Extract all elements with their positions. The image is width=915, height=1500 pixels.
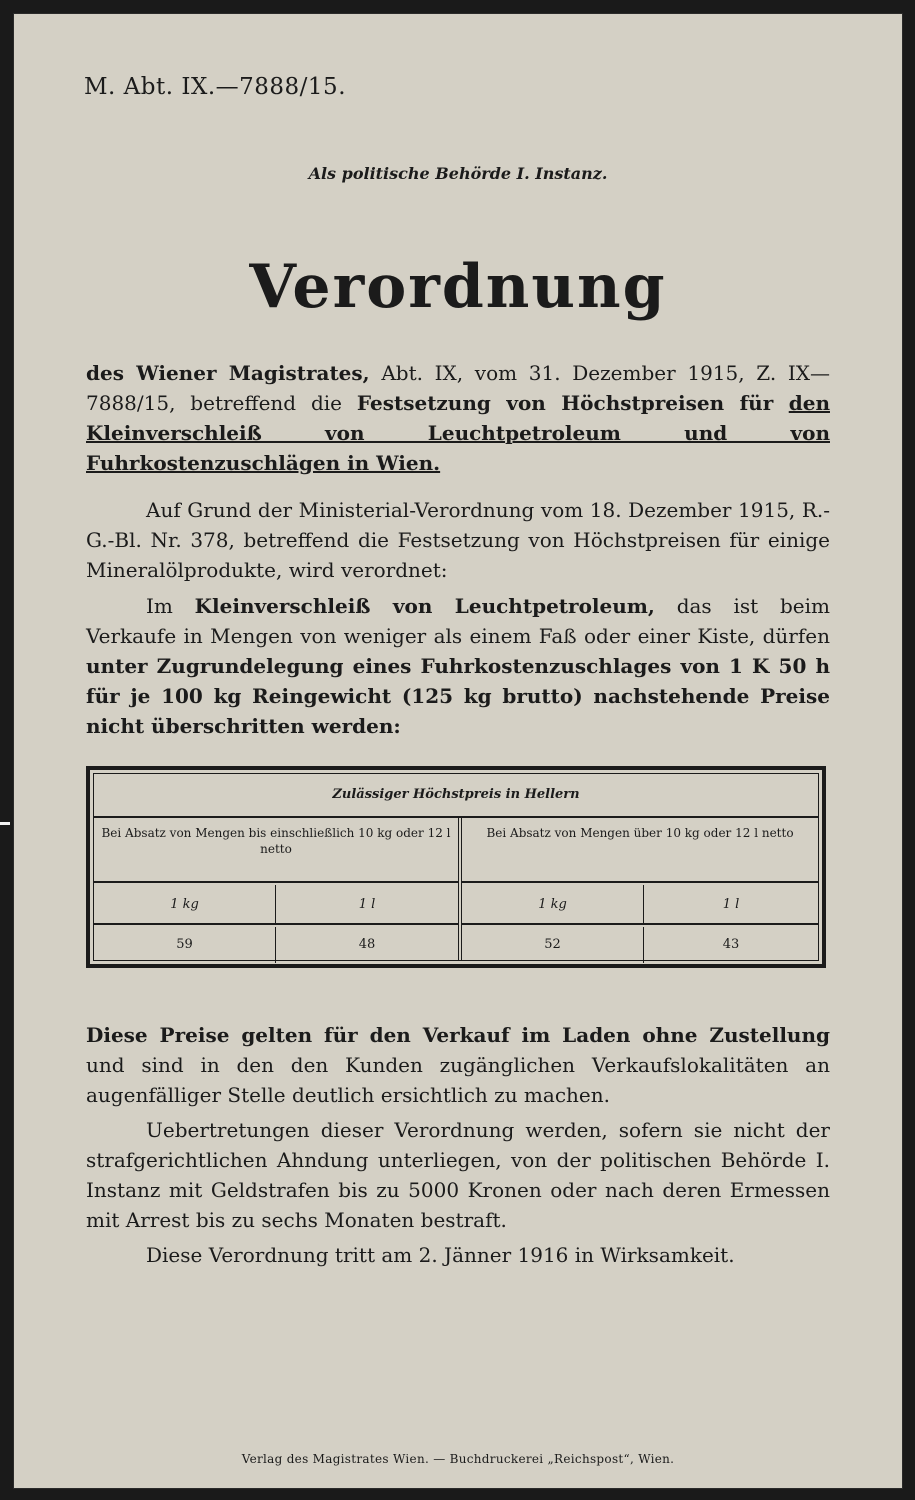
intro-subject-1: Festsetzung von Höchstpreisen für	[356, 391, 789, 415]
price-table	[86, 766, 826, 968]
intro-reference: Abt. IX, vom 31. Dezember 1915, Z. IX—7888/15, betreffend die	[86, 361, 831, 415]
table-value-cell: 59	[94, 927, 276, 963]
intro-subject-2: den Kleinverschleiß von Leuchtpetroleum und von Fuhrkostenzuschlägen in Wien.	[86, 391, 830, 475]
table-subheader-right: Bei Absatz von Mengen über 10 kg oder 12 l netto	[462, 817, 818, 883]
price-rule-intro: Im	[146, 594, 195, 618]
edge-mark	[0, 822, 10, 825]
legal-basis-paragraph: Auf Grund der Ministerial-Verordnung vom 18. Dezember 1915, R.-G.-Bl. Nr. 378, betreffend die Festsetzung von Höchstpreisen für einige Mineralölprodukte, wird verordnet:	[86, 498, 830, 582]
authority-line: Als politische Behörde I. Instanz.	[308, 164, 608, 183]
effective-date-paragraph: Diese Verordnung tritt am 2. Jänner 1916 in Wirksamkeit.	[146, 1243, 735, 1267]
price-rule-body: das ist beim Verkaufe in Mengen von weniger als einem Faß oder einer Kiste, dürfen	[86, 594, 830, 648]
document-sheet	[14, 14, 902, 1488]
table-value-cell: 43	[722, 937, 740, 952]
display-rule-body: und sind in den den Kunden zugänglichen Verkaufslokalitäten an augenfälliger Stelle deutlich ersichtlich zu machen.	[86, 1053, 830, 1107]
display-rule-lead: Diese Preise gelten für den Verkauf im Laden ohne Zustellung	[86, 1023, 830, 1047]
price-rule-paragraph	[86, 591, 830, 741]
table-value-cell: 48	[358, 937, 376, 952]
intro-issuer: des Wiener Magistrates,	[86, 361, 370, 385]
table-unit-cell: 1 kg	[94, 885, 276, 925]
penalty-paragraph: Uebertretungen dieser Verordnung werden, sofern sie nicht der strafgerichtlichen Ahndung unterliegen, von der politischen Behörde I. Instanz mit Geldstrafen bis zu 5000 Kronen oder nach deren Ermessen mit Arrest bis zu sechs Monaten bestraft.	[86, 1118, 830, 1232]
table-subheader-left: Bei Absatz von Mengen bis einschließlich 10 kg oder 12 l netto	[94, 817, 458, 883]
intro-paragraph	[86, 358, 830, 478]
printer-footer: Verlag des Magistrates Wien. — Buchdruckerei „Reichspost“, Wien.	[241, 1452, 675, 1466]
display-rule-paragraph	[86, 1020, 830, 1110]
table-header: Zulässiger Höchstpreis in Hellern	[94, 774, 818, 818]
price-table-inner	[93, 773, 819, 961]
price-rule-condition: unter Zugrundelegung eines Fuhrkostenzuschlages von 1 K 50 h für je 100 kg Reingewicht (125 kg brutto) nachstehende Preise nicht überschritten werden:	[86, 654, 830, 738]
table-unit-cell: 1 l	[644, 885, 818, 925]
table-unit-cell: 1 kg	[462, 885, 644, 925]
document-title: Verordnung	[249, 252, 667, 322]
table-value-cell: 52	[462, 927, 644, 963]
table-unit-cell: 1 l	[276, 885, 458, 925]
reference-number: M. Abt. IX.—7888/15.	[84, 74, 347, 100]
price-rule-subject: Kleinverschleiß von Leuchtpetroleum,	[194, 594, 655, 618]
